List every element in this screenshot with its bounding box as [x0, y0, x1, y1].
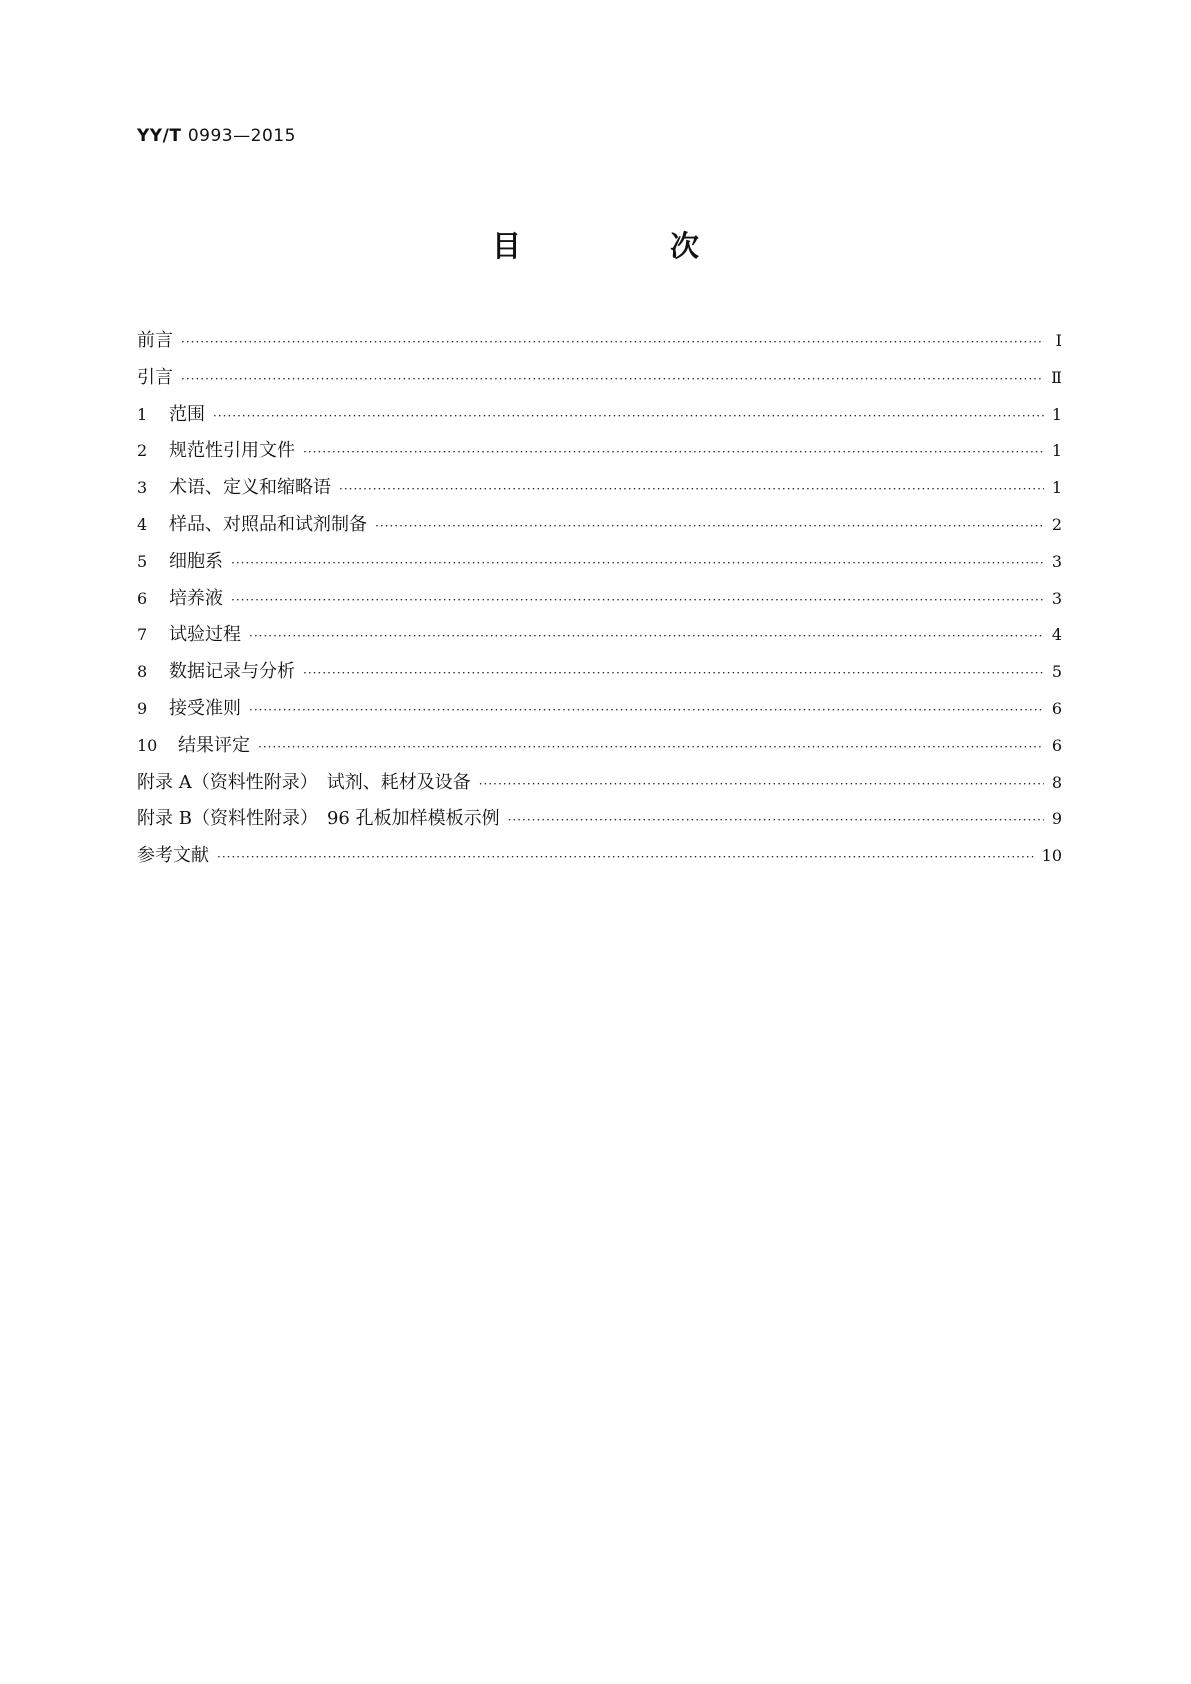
toc-entry-page: Ⅱ [1051, 367, 1062, 387]
toc-entry-number: 9 [137, 698, 148, 718]
toc-entry-page: 2 [1051, 514, 1062, 534]
toc-entry-6[interactable] [137, 584, 1062, 621]
toc-entry-8[interactable] [137, 657, 1062, 694]
toc-entry-number: 7 [137, 625, 148, 645]
toc-leader-dots [249, 703, 1044, 717]
toc-entry-references[interactable] [137, 841, 1062, 878]
toc-entry-1[interactable] [137, 400, 1062, 437]
toc-entry-label: 结果评定 [178, 734, 250, 756]
toc-entry-page: 9 [1051, 809, 1062, 829]
toc-leader-dots [375, 519, 1044, 533]
toc-entry-page: 1 [1051, 404, 1062, 424]
toc-entry-number: 2 [137, 441, 148, 461]
toc-entry-2[interactable] [137, 436, 1062, 473]
toc-leader-dots [231, 556, 1044, 570]
toc-entry-page: 8 [1051, 772, 1062, 792]
toc-entry-page: Ⅰ [1055, 331, 1062, 350]
toc-entry-label: 培养液 [169, 587, 223, 609]
toc-entry-page: 3 [1051, 551, 1062, 571]
toc-entry-number: 6 [137, 588, 148, 608]
table-of-contents [137, 326, 1062, 878]
toc-entry-label: 规范性引用文件 [169, 440, 295, 462]
toc-entry-5[interactable] [137, 547, 1062, 584]
toc-leader-dots [249, 629, 1044, 643]
toc-entry-10[interactable] [137, 731, 1062, 768]
toc-leader-dots [303, 445, 1044, 459]
toc-entry-label: 附录 B（资料性附录） 96 孔板加样模板示例 [137, 808, 500, 830]
toc-entry-introduction[interactable] [137, 363, 1062, 400]
toc-entry-number: 8 [137, 662, 148, 682]
toc-entry-page: 6 [1051, 698, 1062, 718]
toc-leader-dots [181, 372, 1044, 386]
toc-leader-dots [339, 482, 1044, 496]
toc-entry-page: 6 [1051, 735, 1062, 755]
toc-leader-dots [217, 850, 1036, 864]
toc-entry-page: 1 [1051, 441, 1062, 461]
toc-entry-label: 前言 [137, 330, 173, 351]
toc-entry-4[interactable] [137, 510, 1062, 547]
toc-entry-page: 4 [1051, 625, 1062, 645]
toc-entry-9[interactable] [137, 694, 1062, 731]
toc-entry-page: 3 [1051, 588, 1062, 608]
toc-leader-dots [508, 813, 1044, 827]
toc-entry-appendix-b[interactable] [137, 804, 1062, 841]
toc-entry-page: 5 [1051, 662, 1062, 682]
toc-entry-label: 数据记录与分析 [169, 661, 295, 683]
toc-entry-number: 3 [137, 478, 148, 498]
toc-leader-dots [231, 593, 1044, 607]
toc-entry-page: 10 [1041, 846, 1062, 866]
standard-code-number: 0993—2015 [187, 126, 296, 146]
toc-entry-number: 5 [137, 551, 148, 571]
toc-entry-label: 引言 [137, 366, 173, 388]
toc-entry-page: 1 [1051, 478, 1062, 498]
toc-leader-dots [181, 335, 1044, 349]
toc-entry-label: 术语、定义和缩略语 [169, 477, 331, 499]
standard-code-prefix: YY/T [137, 126, 182, 146]
toc-entry-label: 接受准则 [169, 697, 241, 719]
toc-entry-foreword[interactable] [137, 326, 1062, 363]
toc-entry-label: 范围 [169, 403, 205, 425]
toc-entry-7[interactable] [137, 620, 1062, 657]
toc-entry-number: 10 [137, 735, 158, 755]
toc-entry-number: 1 [137, 404, 148, 424]
toc-entry-label: 样品、对照品和试剂制备 [169, 513, 367, 535]
toc-leader-dots [258, 740, 1044, 754]
toc-entry-number: 4 [137, 514, 148, 534]
toc-entry-label: 试验过程 [169, 624, 241, 646]
toc-entry-label: 附录 A（资料性附录） 试剂、耗材及设备 [137, 771, 471, 793]
toc-entry-appendix-a[interactable] [137, 768, 1062, 805]
toc-leader-dots [479, 777, 1044, 791]
toc-leader-dots [213, 409, 1044, 423]
toc-entry-label: 细胞系 [169, 550, 223, 572]
toc-entry-label: 参考文献 [137, 845, 209, 867]
toc-entry-3[interactable] [137, 473, 1062, 510]
page-title: 目 次 [491, 229, 759, 263]
toc-leader-dots [303, 666, 1044, 680]
standard-code [137, 126, 296, 146]
